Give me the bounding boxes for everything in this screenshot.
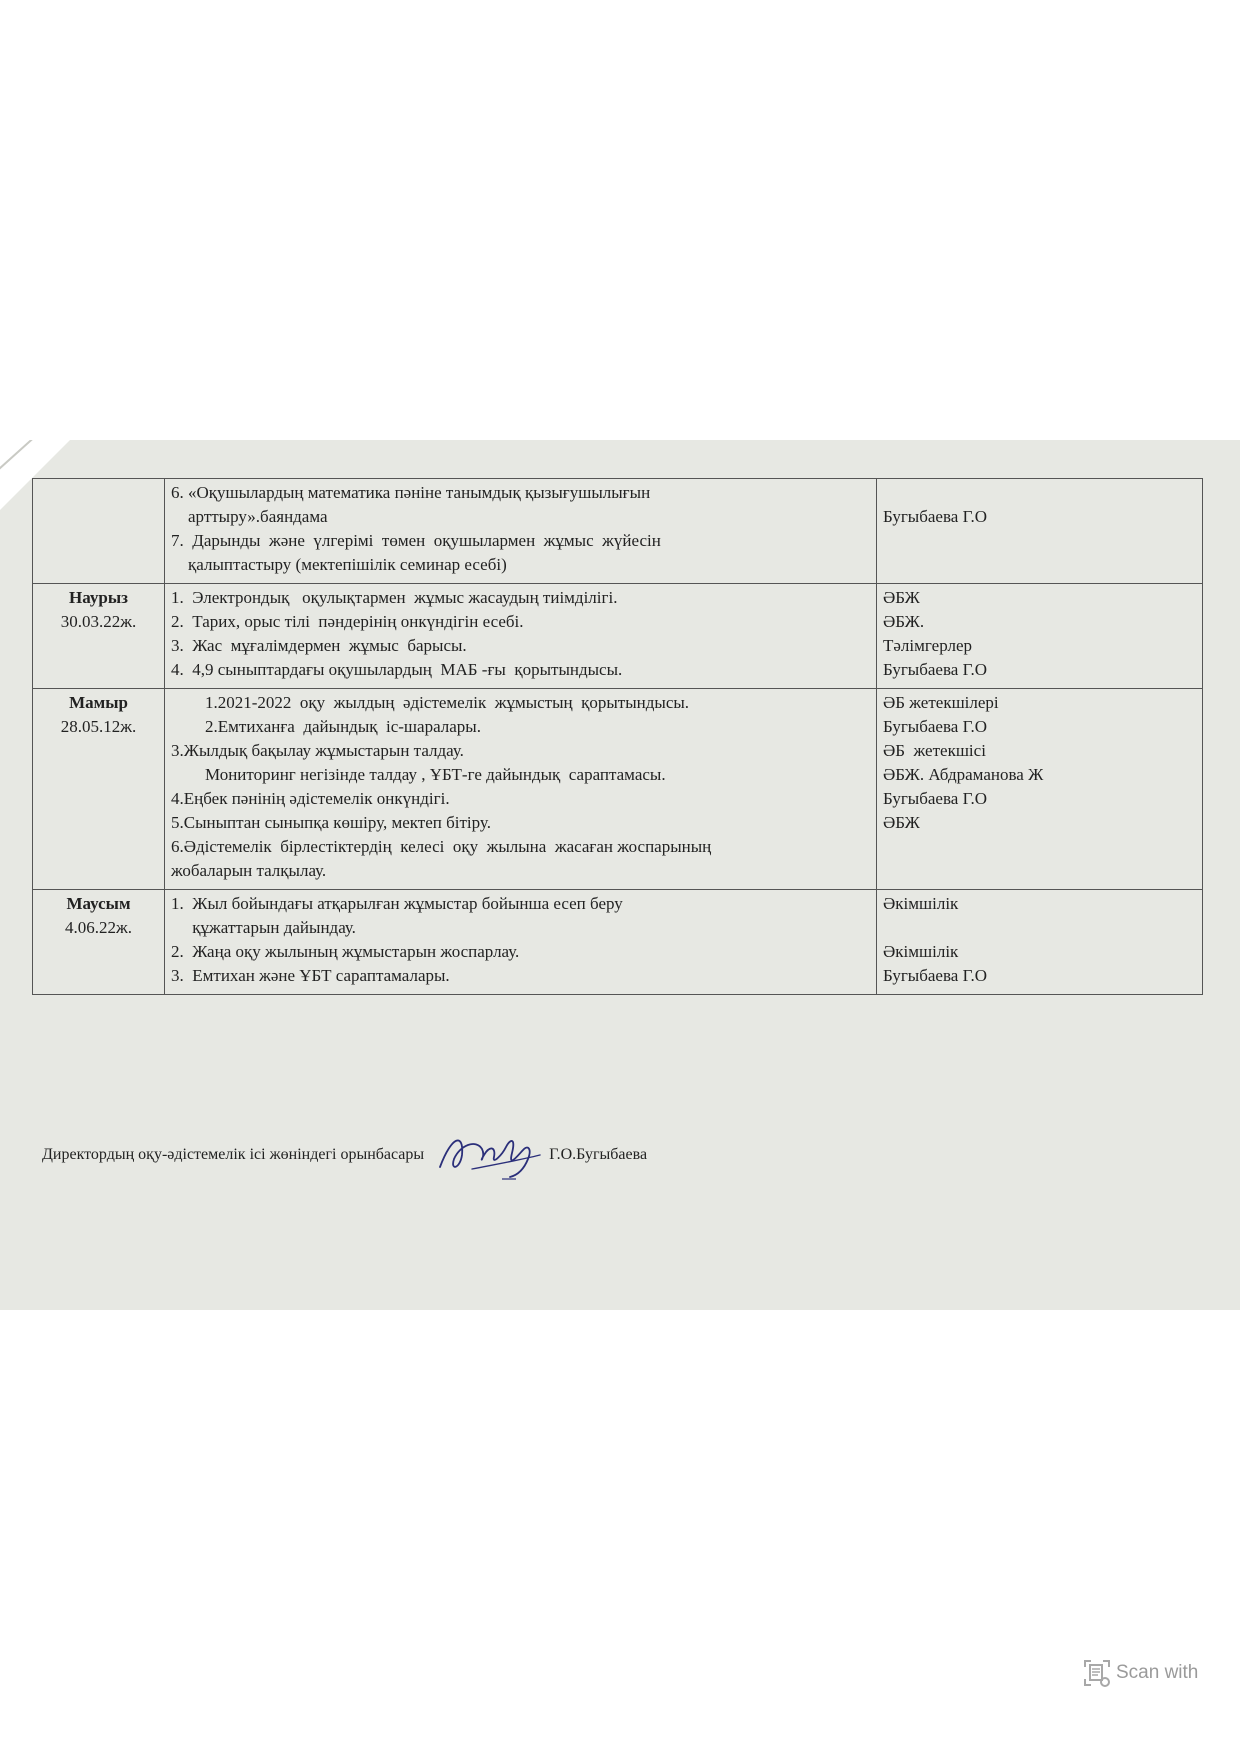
tasks-cell	[165, 890, 877, 995]
scan-watermark-label: Scan with	[1116, 1662, 1199, 1683]
task-line: 6.Әдістемелік бірлестіктердің келесі оқу жылына жасаған жоспарының	[171, 837, 712, 856]
month-cell	[33, 479, 165, 584]
task-line: 3.Жылдық бақылау жұмыстарын талдау.	[171, 741, 464, 760]
month-date: 4.06.22ж.	[65, 918, 132, 937]
task-line: құжаттарын дайындау.	[171, 918, 356, 937]
position-title: Директордың оқу-әдістемелік ісі жөніндегі орынбасары	[42, 1146, 425, 1163]
responsible-person: Бугыбаева Г.О	[883, 966, 988, 985]
responsible-person: Тәлімгерлер	[883, 636, 972, 655]
responsible-person: ӘБЖ. Абдраманова Ж	[883, 765, 1044, 784]
task-line: 7. Дарынды және үлгерімі төмен оқушылармен жұмыс жүйесін	[171, 531, 661, 550]
month-name: Наурыз	[69, 588, 128, 607]
responsible-person: ӘБЖ	[883, 588, 920, 607]
month-date: 30.03.22ж.	[60, 612, 137, 631]
task-line: 4.Еңбек пәнінің әдістемелік онкүндігі.	[171, 789, 450, 808]
tasks-cell	[165, 584, 877, 689]
responsible-cell	[877, 584, 1203, 689]
responsible-person: Бугыбаева Г.О	[883, 717, 988, 736]
task-line: 5.Сыныптан сыныпқа көшіру, мектеп бітіру.	[171, 813, 491, 832]
responsible-spacer	[883, 481, 1196, 505]
work-plan-table-body	[33, 479, 1203, 995]
responsible-cell	[877, 890, 1203, 995]
responsible-person: ӘБЖ	[883, 813, 920, 832]
table-row	[33, 479, 1203, 584]
table-row	[33, 890, 1203, 995]
work-plan-table	[32, 478, 1203, 995]
task-line: 1. Электрондық оқулықтармен жұмыс жасаудың тиімділігі.	[171, 588, 618, 607]
signature-block	[42, 1125, 647, 1185]
task-line: 6. «Оқушылардың математика пәніне танымдық қызығушылығын	[171, 483, 651, 502]
responsible-person: ӘБЖ.	[883, 612, 925, 631]
responsible-person: ӘБ жетекшілері	[883, 693, 999, 712]
responsible-cell	[877, 479, 1203, 584]
month-cell	[33, 890, 165, 995]
task-line: 4. 4,9 сыныптардағы оқушылардың МАБ -ғы қорытындысы.	[171, 660, 623, 679]
table-row	[33, 584, 1203, 689]
responsible-person: Әкімшілік	[883, 942, 959, 961]
task-line: 2. Тарих, орыс тілі пәндерінің онкүндігін есебі.	[171, 612, 524, 631]
responsible-spacer	[883, 916, 1196, 940]
task-line: 3. Жас мұғалімдермен жұмыс барысы.	[171, 636, 467, 655]
task-line: Мониторинг негізінде талдау , ҰБТ-ге дайындық сараптамасы.	[171, 765, 666, 784]
task-line: 2.Емтиханға дайындық іс-шаралары.	[171, 717, 481, 736]
responsible-person: Бугыбаева Г.О	[883, 660, 988, 679]
responsible-person: Бугыбаева Г.О	[883, 507, 988, 526]
responsible-person: Әкімшілік	[883, 894, 959, 913]
task-line: 1. Жыл бойындағы атқарылған жұмыстар бойынша есеп беру	[171, 894, 623, 913]
task-line: 3. Емтихан және ҰБТ сараптамалары.	[171, 966, 450, 985]
responsible-person: ӘБ жетекшісі	[883, 741, 986, 760]
month-name: Мамыр	[69, 693, 128, 712]
task-line: қалыптастыру (мектепішілік семинар есебі)	[171, 555, 507, 574]
task-line: 2. Жаңа оқу жылының жұмыстарын жоспарлау.	[171, 942, 520, 961]
task-line: жобаларын талқылау.	[171, 861, 327, 880]
scanner-icon	[1082, 1658, 1112, 1688]
month-date: 28.05.12ж.	[60, 717, 137, 736]
month-name: Маусым	[66, 894, 131, 913]
responsible-person: Бугыбаева Г.О	[883, 789, 988, 808]
month-cell	[33, 584, 165, 689]
signer-name: Г.О.Бугыбаева	[549, 1146, 648, 1163]
month-cell	[33, 689, 165, 890]
tasks-cell	[165, 479, 877, 584]
handwritten-signature	[432, 1125, 547, 1185]
scan-watermark	[1082, 1658, 1198, 1688]
responsible-cell	[877, 689, 1203, 890]
task-line: арттыру».баяндама	[171, 507, 328, 526]
table-row	[33, 689, 1203, 890]
tasks-cell	[165, 689, 877, 890]
task-line: 1.2021-2022 оқу жылдың әдістемелік жұмыстың қорытындысы.	[171, 693, 690, 712]
